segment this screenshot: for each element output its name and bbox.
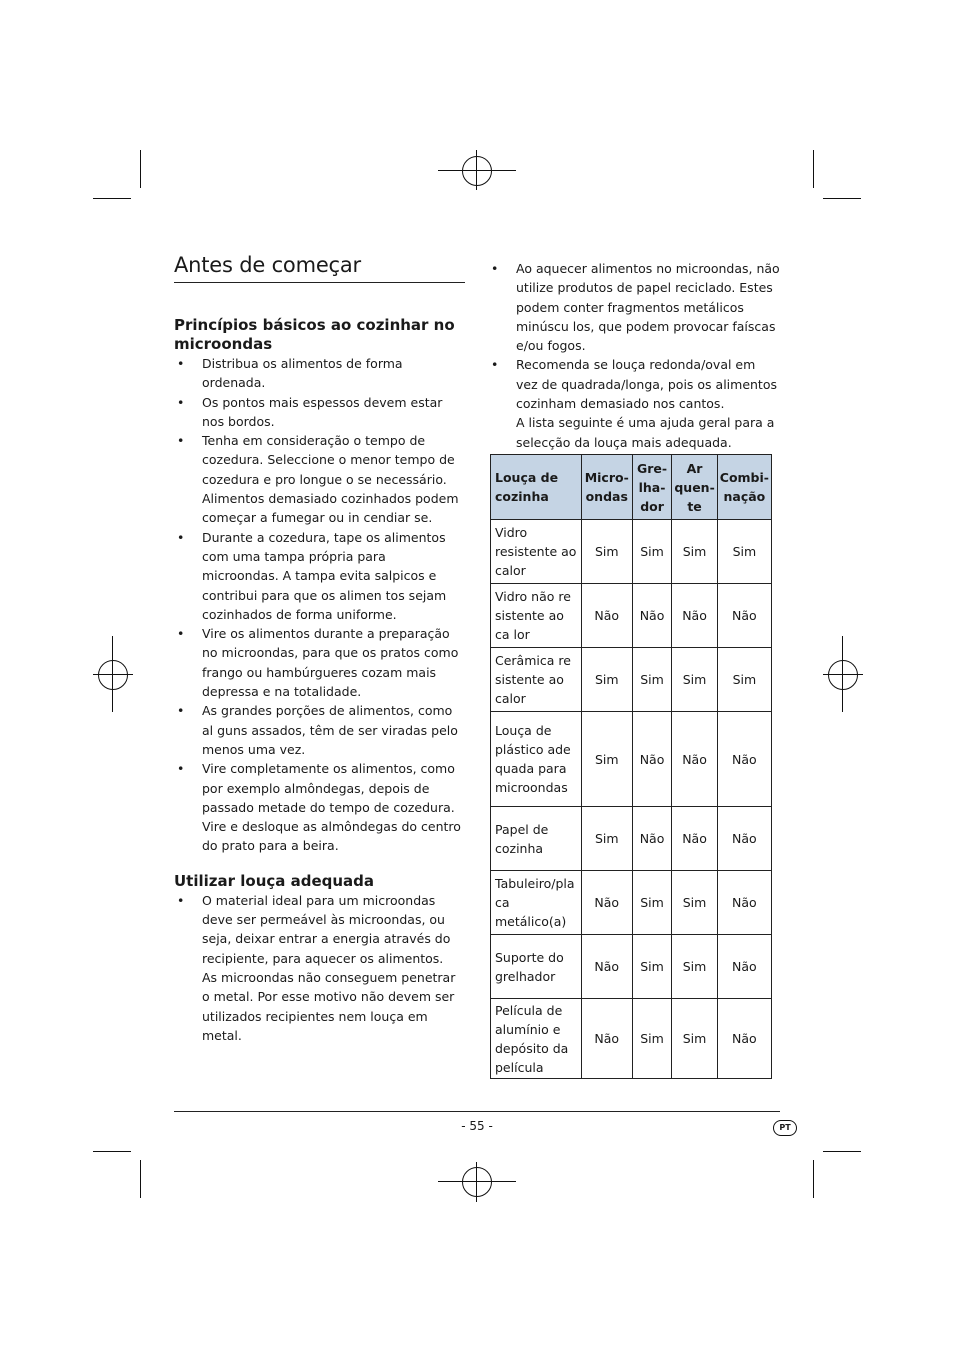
- table-header-cell: Combi- nação: [717, 455, 771, 520]
- list-item-paragraph: A lista seguinte é uma ajuda geral para a selecção da louça mais adequada.: [516, 415, 775, 450]
- table-header-cell: Gre- lha- dor: [632, 455, 672, 520]
- table-cell: Vidro não re sistente ao ca lor: [491, 584, 582, 648]
- table-cell: Sim: [632, 935, 672, 999]
- basics-list: [174, 354, 466, 856]
- table-cell: Sim: [672, 871, 717, 935]
- list-item: • Ao aquecer alimentos no microondas, não utilize produtos de papel reciclado. Estes podem conter fragmentos metálicos minúscu los, que podem provocar faíscas e/ou fogos.: [488, 259, 780, 355]
- table-header-cell: Ar quen- te: [672, 455, 717, 520]
- table-cell: Não: [717, 807, 771, 871]
- page-number: - 55 -: [461, 1119, 493, 1133]
- list-item: • Vire completamente os alimentos, como por exemplo almôndegas, depois de passado metade do tempo de cozedura. Vire e desloque as almôndegas do centro do prato para a beira.: [174, 759, 466, 855]
- table-row: [491, 871, 772, 935]
- table-row: [491, 584, 772, 648]
- list-item: • Tenha em consideração o tempo de cozedura. Seleccione o menor tempo de cozedura e pro longue o se necessário. Alimentos demasiado cozinhados podem começar a fumegar ou in cendiar se.: [174, 431, 466, 527]
- table-cell: Não: [632, 584, 672, 648]
- table-cell: Cerâmica re sistente ao calor: [491, 648, 582, 712]
- cookware-table: [490, 454, 772, 1079]
- table-cell: Sim: [581, 648, 632, 712]
- table-cell: Sim: [717, 648, 771, 712]
- table-cell: Não: [717, 584, 771, 648]
- list-item: • As grandes porções de alimentos, como al guns assados, têm de ser viradas pelo menos uma vez.: [174, 701, 466, 759]
- footer-rule: [174, 1111, 780, 1112]
- table-cell: Sim: [717, 520, 771, 584]
- list-item: [174, 891, 466, 1045]
- table-cell: Sim: [581, 712, 632, 807]
- language-badge: PT: [773, 1120, 797, 1136]
- table-cell: Sim: [672, 935, 717, 999]
- table-cell: Papel de cozinha: [491, 807, 582, 871]
- table-row: [491, 935, 772, 999]
- section-heading-cookware: Utilizar louça adequada: [174, 871, 375, 890]
- table-cell: Não: [581, 935, 632, 999]
- table-cell: Tabuleiro/pla ca metálico(a): [491, 871, 582, 935]
- table-cell: Não: [581, 584, 632, 648]
- table-cell: Sim: [632, 871, 672, 935]
- table-header-cell: Louça de cozinha: [491, 455, 582, 520]
- table-cell: Não: [672, 807, 717, 871]
- table-cell: Sim: [581, 807, 632, 871]
- list-item-paragraph: As microondas não conseguem penetrar o metal. Por esse motivo não devem ser utilizados recipientes nem louça em metal.: [202, 969, 456, 1043]
- list-item: • Vire os alimentos durante a preparação no microondas, para que os pratos como frango ou hambúrgueres cozam mais depressa e na totalidade.: [174, 624, 466, 701]
- table-cell: Sim: [632, 520, 672, 584]
- page-title: Antes de começar: [174, 253, 361, 277]
- cookware-list: [174, 891, 466, 1045]
- table-cell: Não: [581, 871, 632, 935]
- list-item-text: Recomenda se louça redonda/oval em vez de quadrada/longa, pois os alimentos cozinham demasiado nos cantos.: [516, 357, 777, 412]
- table-cell: Não: [717, 871, 771, 935]
- list-item: • Durante a cozedura, tape os alimentos com uma tampa própria para microondas. A tampa evita salpicos e contribui para que os alimen tos sejam cozinhados de forma uniforme.: [174, 528, 466, 624]
- table-cell: Suporte do grelhador: [491, 935, 582, 999]
- section-heading-basics: Princípios básicos ao cozinhar no microondas: [174, 316, 455, 353]
- table-cell: Vidro resistente ao calor: [491, 520, 582, 584]
- table-cell: Não: [581, 999, 632, 1079]
- table-cell: Não: [717, 712, 771, 807]
- table-cell: Não: [632, 712, 672, 807]
- table-cell: Não: [672, 712, 717, 807]
- table-row: [491, 520, 772, 584]
- table-cell: Sim: [581, 520, 632, 584]
- right-list: [488, 259, 780, 452]
- list-item: • Os pontos mais espessos devem estar nos bordos.: [174, 393, 466, 432]
- left-column: [174, 316, 466, 1045]
- table-header-row: [491, 455, 772, 520]
- list-item: [488, 355, 780, 451]
- table-cell: Não: [717, 999, 771, 1079]
- table-cell: Sim: [672, 648, 717, 712]
- table-row: [491, 999, 772, 1079]
- table-cell: Sim: [632, 648, 672, 712]
- list-item-text: O material ideal para um microondas deve ser permeável às microondas, ou seja, deixar entrar a energia através do recipiente, para aquecer os alimentos.: [202, 892, 451, 966]
- list-item: • Distribua os alimentos de forma ordenada.: [174, 354, 466, 393]
- table-cell: Película de alumínio e depósito da película: [491, 999, 582, 1079]
- table-row: [491, 712, 772, 807]
- table-cell: Sim: [672, 520, 717, 584]
- right-column: [488, 259, 780, 452]
- table-cell: Louça de plástico ade quada para microondas: [491, 712, 582, 807]
- table-cell: Sim: [672, 999, 717, 1079]
- table-cell: Não: [632, 807, 672, 871]
- title-rule: [174, 282, 465, 283]
- table-cell: Não: [672, 584, 717, 648]
- table-cell: Não: [717, 935, 771, 999]
- table-header-cell: Micro- ondas: [581, 455, 632, 520]
- table-cell: Sim: [632, 999, 672, 1079]
- table-row: [491, 648, 772, 712]
- table-row: [491, 807, 772, 871]
